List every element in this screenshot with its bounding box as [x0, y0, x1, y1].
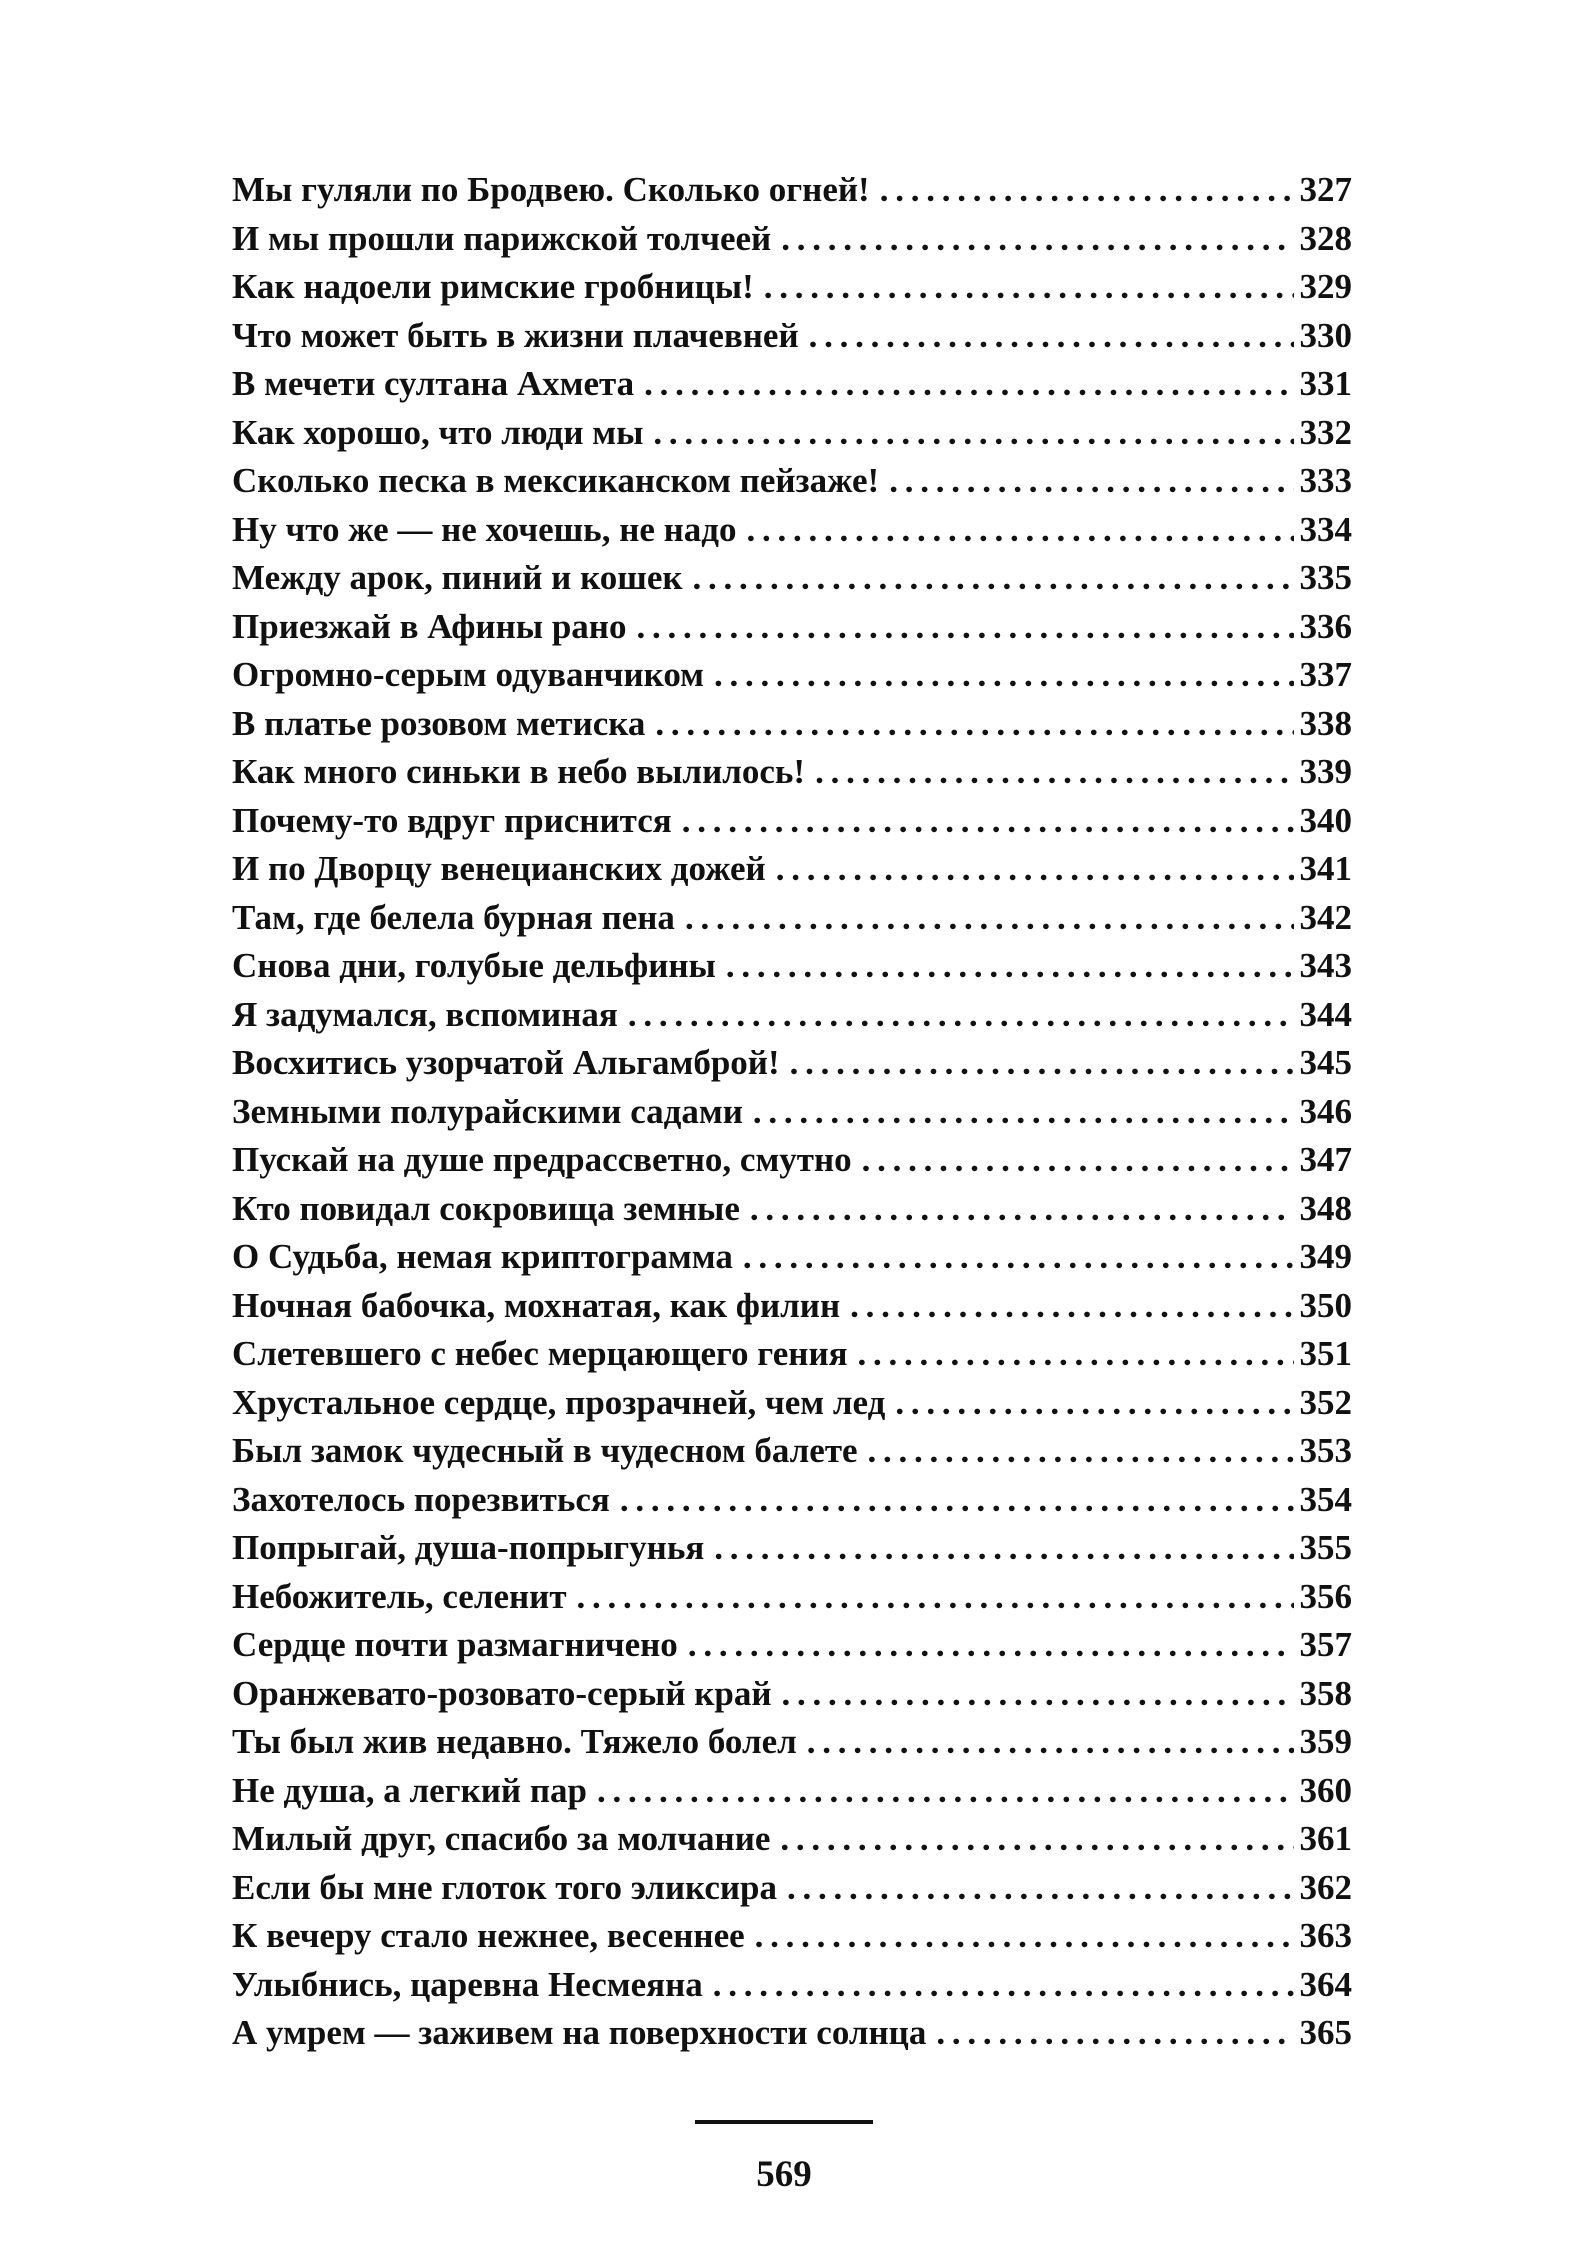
- toc-entry-title: И мы прошли парижской толчеей: [232, 218, 772, 258]
- toc-entry-page: 334: [1299, 509, 1352, 549]
- toc-dot-leader: [753, 1088, 1294, 1137]
- toc-entry-title: Как надоели римские гробницы!: [232, 267, 754, 306]
- toc-entry-title: Восхитись узорчатой Альгамброй!: [232, 1043, 780, 1082]
- toc-entry: [232, 1427, 1352, 1476]
- toc-dot-leader: [781, 215, 1293, 264]
- toc-entry-title: Мы гуляли по Бродвею. Сколько огней!: [232, 170, 870, 209]
- toc-dot-leader: [597, 1767, 1294, 1816]
- toc-dot-leader: [807, 1718, 1294, 1767]
- toc-entry-title: И по Дворцу венецианских дожей: [232, 849, 766, 888]
- toc-entry-title: Ты был жив недавно. Тяжело болел: [232, 1722, 797, 1761]
- toc-entry-title: Попрыгай, душа-попрыгунья: [232, 1528, 705, 1567]
- toc-entry-title: Небожитель, селенит: [232, 1576, 567, 1616]
- toc-entry: [232, 1282, 1352, 1331]
- toc-entry-page: 362: [1299, 1867, 1352, 1907]
- toc-entry: [232, 603, 1352, 652]
- toc-dot-leader: [685, 894, 1294, 943]
- toc-entry: [232, 1088, 1352, 1137]
- toc-entry: [232, 1136, 1352, 1185]
- toc-entry-page: 363: [1299, 1916, 1352, 1955]
- toc-entry-title: Улыбнись, царевна Несмеяна: [232, 1964, 703, 2004]
- toc-entry-page: 331: [1299, 364, 1352, 403]
- toc-entry-page: 332: [1299, 412, 1352, 452]
- toc-entry-title: Милый друг, спасибо за молчание: [232, 1819, 771, 1858]
- toc-dot-leader: [636, 603, 1293, 652]
- toc-entry-title: К вечеру стало нежнее, весеннее: [232, 1916, 745, 1955]
- toc-entry-title: Как хорошо, что люди мы: [232, 412, 644, 452]
- toc-dot-leader: [743, 1233, 1294, 1282]
- toc-entry-page: 351: [1299, 1334, 1352, 1373]
- toc-dot-leader: [787, 1864, 1294, 1913]
- toc-entry-title: Ночная бабочка, мохнатая, как филин: [232, 1285, 841, 1325]
- toc-entry: [232, 409, 1352, 458]
- toc-entry-page: 346: [1299, 1091, 1352, 1131]
- toc-entry-title: Снова дни, голубые дельфины: [232, 946, 716, 985]
- toc-dot-leader: [653, 409, 1293, 458]
- toc-entry: [232, 1670, 1352, 1719]
- toc-entry: [232, 700, 1352, 749]
- toc-entry-page: 345: [1299, 1043, 1352, 1082]
- toc-entry-title: Земными полурайскими садами: [232, 1091, 743, 1131]
- toc-entry-title: Огромно-серым одуванчиком: [232, 655, 705, 694]
- toc-entry: [232, 1718, 1352, 1767]
- toc-entry: [232, 2009, 1352, 2058]
- toc-dot-leader: [628, 991, 1294, 1040]
- toc-entry-title: Захотелось порезвиться: [232, 1479, 610, 1519]
- toc-dot-leader: [577, 1573, 1294, 1622]
- toc-entry: [232, 1912, 1352, 1961]
- toc-entry-page: 344: [1299, 994, 1352, 1034]
- toc-dot-leader: [644, 360, 1293, 409]
- toc-entry-page: 338: [1299, 703, 1352, 743]
- toc-entry: [232, 1476, 1352, 1525]
- toc-entry-page: 358: [1299, 1673, 1352, 1713]
- toc-entry-title: Оранжевато-розовато-серый край: [232, 1673, 772, 1713]
- toc-dot-leader: [750, 1185, 1294, 1234]
- toc-entry-title: В мечети султана Ахмета: [232, 364, 635, 403]
- toc-dot-leader: [936, 2009, 1293, 2058]
- toc-dot-leader: [809, 312, 1294, 361]
- toc-dot-leader: [815, 748, 1293, 797]
- toc-entry-title: А умрем — заживем на поверхности солнца: [232, 2013, 927, 2052]
- toc-entry-page: 337: [1299, 655, 1352, 694]
- toc-entry: [232, 457, 1352, 506]
- toc-entry: [232, 797, 1352, 846]
- toc-entry-page: 360: [1299, 1770, 1352, 1810]
- toc-entry: [232, 554, 1352, 603]
- toc-entry-page: 342: [1299, 897, 1352, 937]
- toc-dot-leader: [714, 651, 1293, 700]
- toc-entry: [232, 1864, 1352, 1913]
- toc-entry-page: 349: [1299, 1237, 1352, 1276]
- toc-entry-title: Сердце почти размагничено: [232, 1625, 678, 1664]
- toc-entry: [232, 215, 1352, 264]
- toc-entry-title: Как много синьки в небо вылилось!: [232, 752, 806, 791]
- toc-entry-title: Пускай на душе предрассветно, смутно: [232, 1140, 852, 1179]
- toc-entry-title: Ну что же — не хочешь, не надо: [232, 509, 737, 549]
- toc-entry-page: 357: [1299, 1625, 1352, 1664]
- toc-entry: [232, 1961, 1352, 2010]
- toc-entry-page: 336: [1299, 606, 1352, 646]
- toc-entry: [232, 1815, 1352, 1864]
- toc-entry: [232, 166, 1352, 215]
- toc-entry-title: Сколько песка в мексиканском пейзаже!: [232, 461, 880, 500]
- toc-entry-title: Не душа, а легкий пар: [232, 1770, 587, 1810]
- toc-entry-page: 361: [1299, 1819, 1352, 1858]
- toc-entry-title: Если бы мне глоток того эликсира: [232, 1867, 777, 1907]
- toc-entry: [232, 1233, 1352, 1282]
- toc-entry-page: 355: [1299, 1528, 1352, 1567]
- toc-entry-page: 352: [1299, 1382, 1352, 1422]
- toc-entry: [232, 748, 1352, 797]
- toc-entry-page: 327: [1299, 170, 1352, 209]
- toc-entry-title: Я задумался, вспоминая: [232, 994, 618, 1034]
- toc-entry-title: Почему-то вдруг приснится: [232, 800, 672, 840]
- toc-entry-title: Там, где белела бурная пена: [232, 897, 675, 937]
- toc-dot-leader: [655, 700, 1293, 749]
- toc-entry: [232, 506, 1352, 555]
- toc-entry-page: 354: [1299, 1479, 1352, 1519]
- toc-dot-leader: [726, 942, 1294, 991]
- toc-entry-title: Между арок, пиний и кошек: [232, 558, 683, 597]
- toc-entry-title: Приезжай в Афины рано: [232, 606, 627, 646]
- toc-entry: [232, 1524, 1352, 1573]
- toc-entry-page: 341: [1299, 849, 1352, 888]
- toc-entry-page: 365: [1299, 2013, 1352, 2052]
- toc-dot-leader: [714, 1524, 1293, 1573]
- toc-dot-leader: [858, 1330, 1294, 1379]
- toc-dot-leader: [850, 1282, 1293, 1331]
- toc-dot-leader: [682, 797, 1294, 846]
- table-of-contents: [232, 166, 1352, 2058]
- toc-dot-leader: [862, 1136, 1294, 1185]
- toc-entry-page: 330: [1299, 315, 1352, 355]
- page-number: 569: [756, 2154, 812, 2195]
- toc-entry: [232, 1185, 1352, 1234]
- toc-entry-page: 347: [1299, 1140, 1352, 1179]
- footer-divider: [695, 2120, 873, 2124]
- toc-entry: [232, 942, 1352, 991]
- toc-entry-page: 343: [1299, 946, 1352, 985]
- toc-dot-leader: [880, 166, 1294, 215]
- toc-entry: [232, 263, 1352, 312]
- toc-entry: [232, 1379, 1352, 1428]
- toc-entry-page: 335: [1299, 558, 1352, 597]
- toc-entry: [232, 1330, 1352, 1379]
- toc-entry: [232, 1039, 1352, 1088]
- toc-entry-page: 328: [1299, 218, 1352, 258]
- toc-entry: [232, 1767, 1352, 1816]
- toc-dot-leader: [688, 1621, 1294, 1670]
- toc-entry-title: Был замок чудесный в чудесном балете: [232, 1431, 858, 1470]
- toc-entry-title: Кто повидал сокровища земные: [232, 1188, 740, 1228]
- toc-entry: [232, 312, 1352, 361]
- toc-entry-page: 340: [1299, 800, 1352, 840]
- toc-entry-page: 359: [1299, 1722, 1352, 1761]
- toc-entry-page: 348: [1299, 1188, 1352, 1228]
- toc-entry: [232, 1573, 1352, 1622]
- toc-entry-page: 364: [1299, 1964, 1352, 2004]
- toc-entry-page: 356: [1299, 1576, 1352, 1616]
- toc-entry-page: 339: [1299, 752, 1352, 791]
- toc-entry: [232, 845, 1352, 894]
- toc-dot-leader: [693, 554, 1294, 603]
- toc-entry-page: 333: [1299, 461, 1352, 500]
- toc-entry-page: 353: [1299, 1431, 1352, 1470]
- toc-entry: [232, 894, 1352, 943]
- toc-dot-leader: [868, 1427, 1294, 1476]
- toc-entry: [232, 1621, 1352, 1670]
- toc-entry-title: Хрустальное сердце, прозрачней, чем лед: [232, 1382, 886, 1422]
- toc-dot-leader: [755, 1912, 1294, 1961]
- toc-entry-title: О Судьба, немая криптограмма: [232, 1237, 733, 1276]
- toc-entry-title: В платье розовом метиска: [232, 703, 646, 743]
- toc-dot-leader: [747, 506, 1294, 555]
- toc-dot-leader: [889, 457, 1293, 506]
- toc-entry: [232, 991, 1352, 1040]
- toc-dot-leader: [776, 845, 1294, 894]
- toc-entry-title: Что может быть в жизни плачевней: [232, 315, 799, 355]
- toc-entry: [232, 360, 1352, 409]
- toc-dot-leader: [895, 1379, 1293, 1428]
- toc-entry-page: 329: [1299, 267, 1352, 306]
- toc-entry-title: Слетевшего с небес мерцающего гения: [232, 1334, 848, 1373]
- toc-dot-leader: [764, 263, 1294, 312]
- toc-dot-leader: [713, 1961, 1294, 2010]
- toc-dot-leader: [780, 1815, 1293, 1864]
- toc-dot-leader: [620, 1476, 1294, 1525]
- toc-dot-leader: [782, 1670, 1294, 1719]
- toc-dot-leader: [790, 1039, 1294, 1088]
- toc-entry-page: 350: [1299, 1285, 1352, 1325]
- toc-entry: [232, 651, 1352, 700]
